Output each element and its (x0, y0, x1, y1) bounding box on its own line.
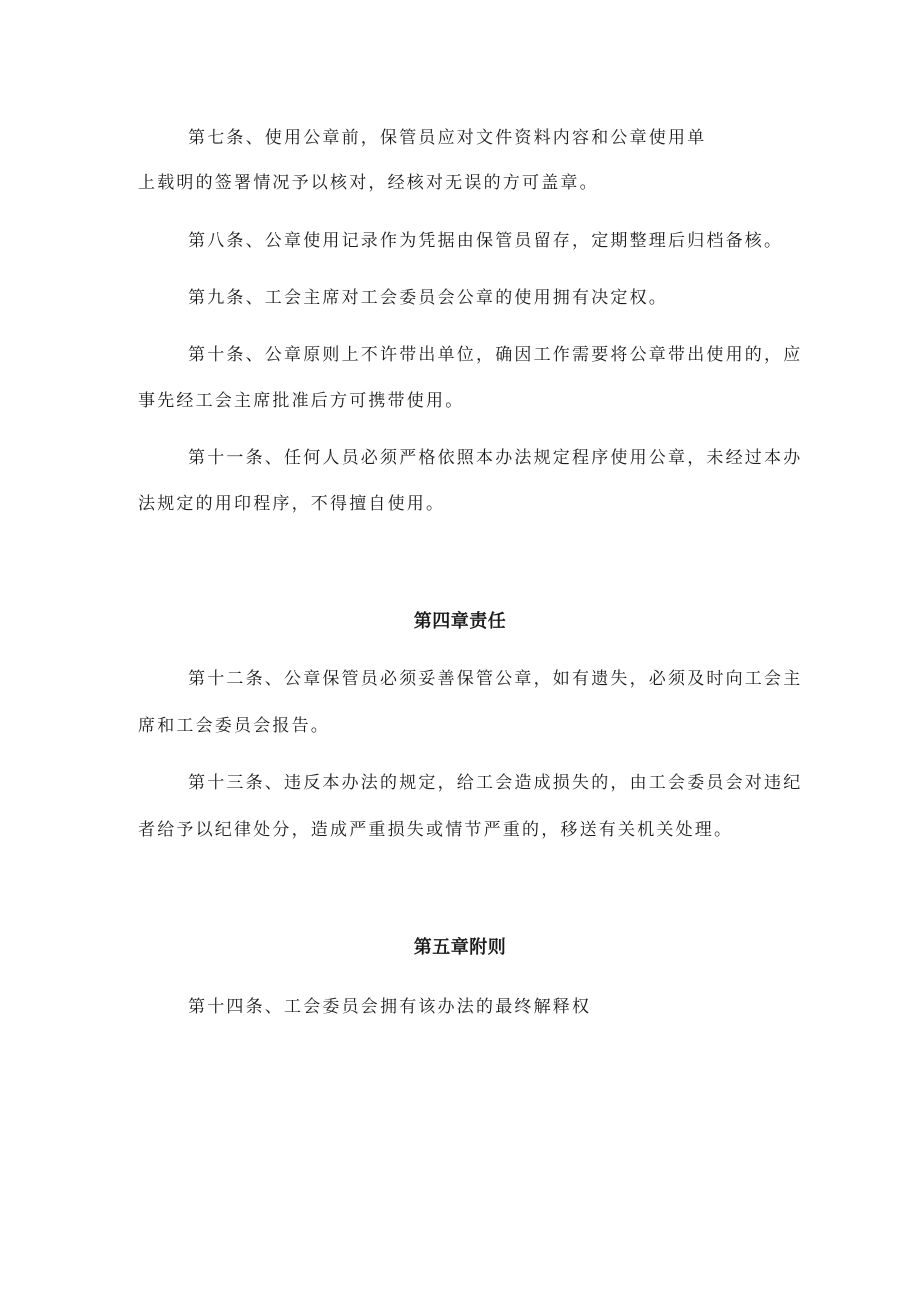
article-12-line-1: 第十二条、公章保管员必须妥善保管公章，如有遗失，必须及时向工会主 (188, 669, 803, 689)
chapter-4-title: 第四章责任 (413, 611, 507, 632)
article-10-line-2: 事先经工会主席批准后方可携带使用。 (138, 391, 465, 411)
article-14-line-1: 第十四条、工会委员会拥有该办法的最终解释权 (188, 997, 592, 1017)
article-11-line-2: 法规定的用印程序，不得擅自使用。 (138, 494, 446, 514)
article-9-line-1: 第九条、工会主席对工会委员会公章的使用拥有决定权。 (188, 288, 668, 308)
article-12-line-2: 席和工会委员会报告。 (138, 716, 330, 736)
article-10-line-1: 第十条、公章原则上不许带出单位，确因工作需要将公章带出使用的，应 (188, 345, 803, 365)
article-8-line-1: 第八条、公章使用记录作为凭据由保管员留存，定期整理后归档备核。 (188, 231, 784, 251)
article-11-line-1: 第十一条、任何人员必须严格依照本办法规定程序使用公章，未经过本办 (188, 448, 803, 468)
chapter-5-title: 第五章附则 (413, 937, 507, 958)
article-7-line-2: 上载明的签署情况予以核对，经核对无误的方可盖章。 (138, 173, 599, 193)
article-13-line-1: 第十三条、违反本办法的规定，给工会造成损失的，由工会委员会对违纪 (188, 773, 803, 793)
article-13-line-2: 者给予以纪律处分，造成严重损失或情节严重的，移送有关机关处理。 (138, 820, 734, 840)
article-7-line-1: 第七条、使用公章前，保管员应对文件资料内容和公章使用单 (188, 128, 707, 148)
